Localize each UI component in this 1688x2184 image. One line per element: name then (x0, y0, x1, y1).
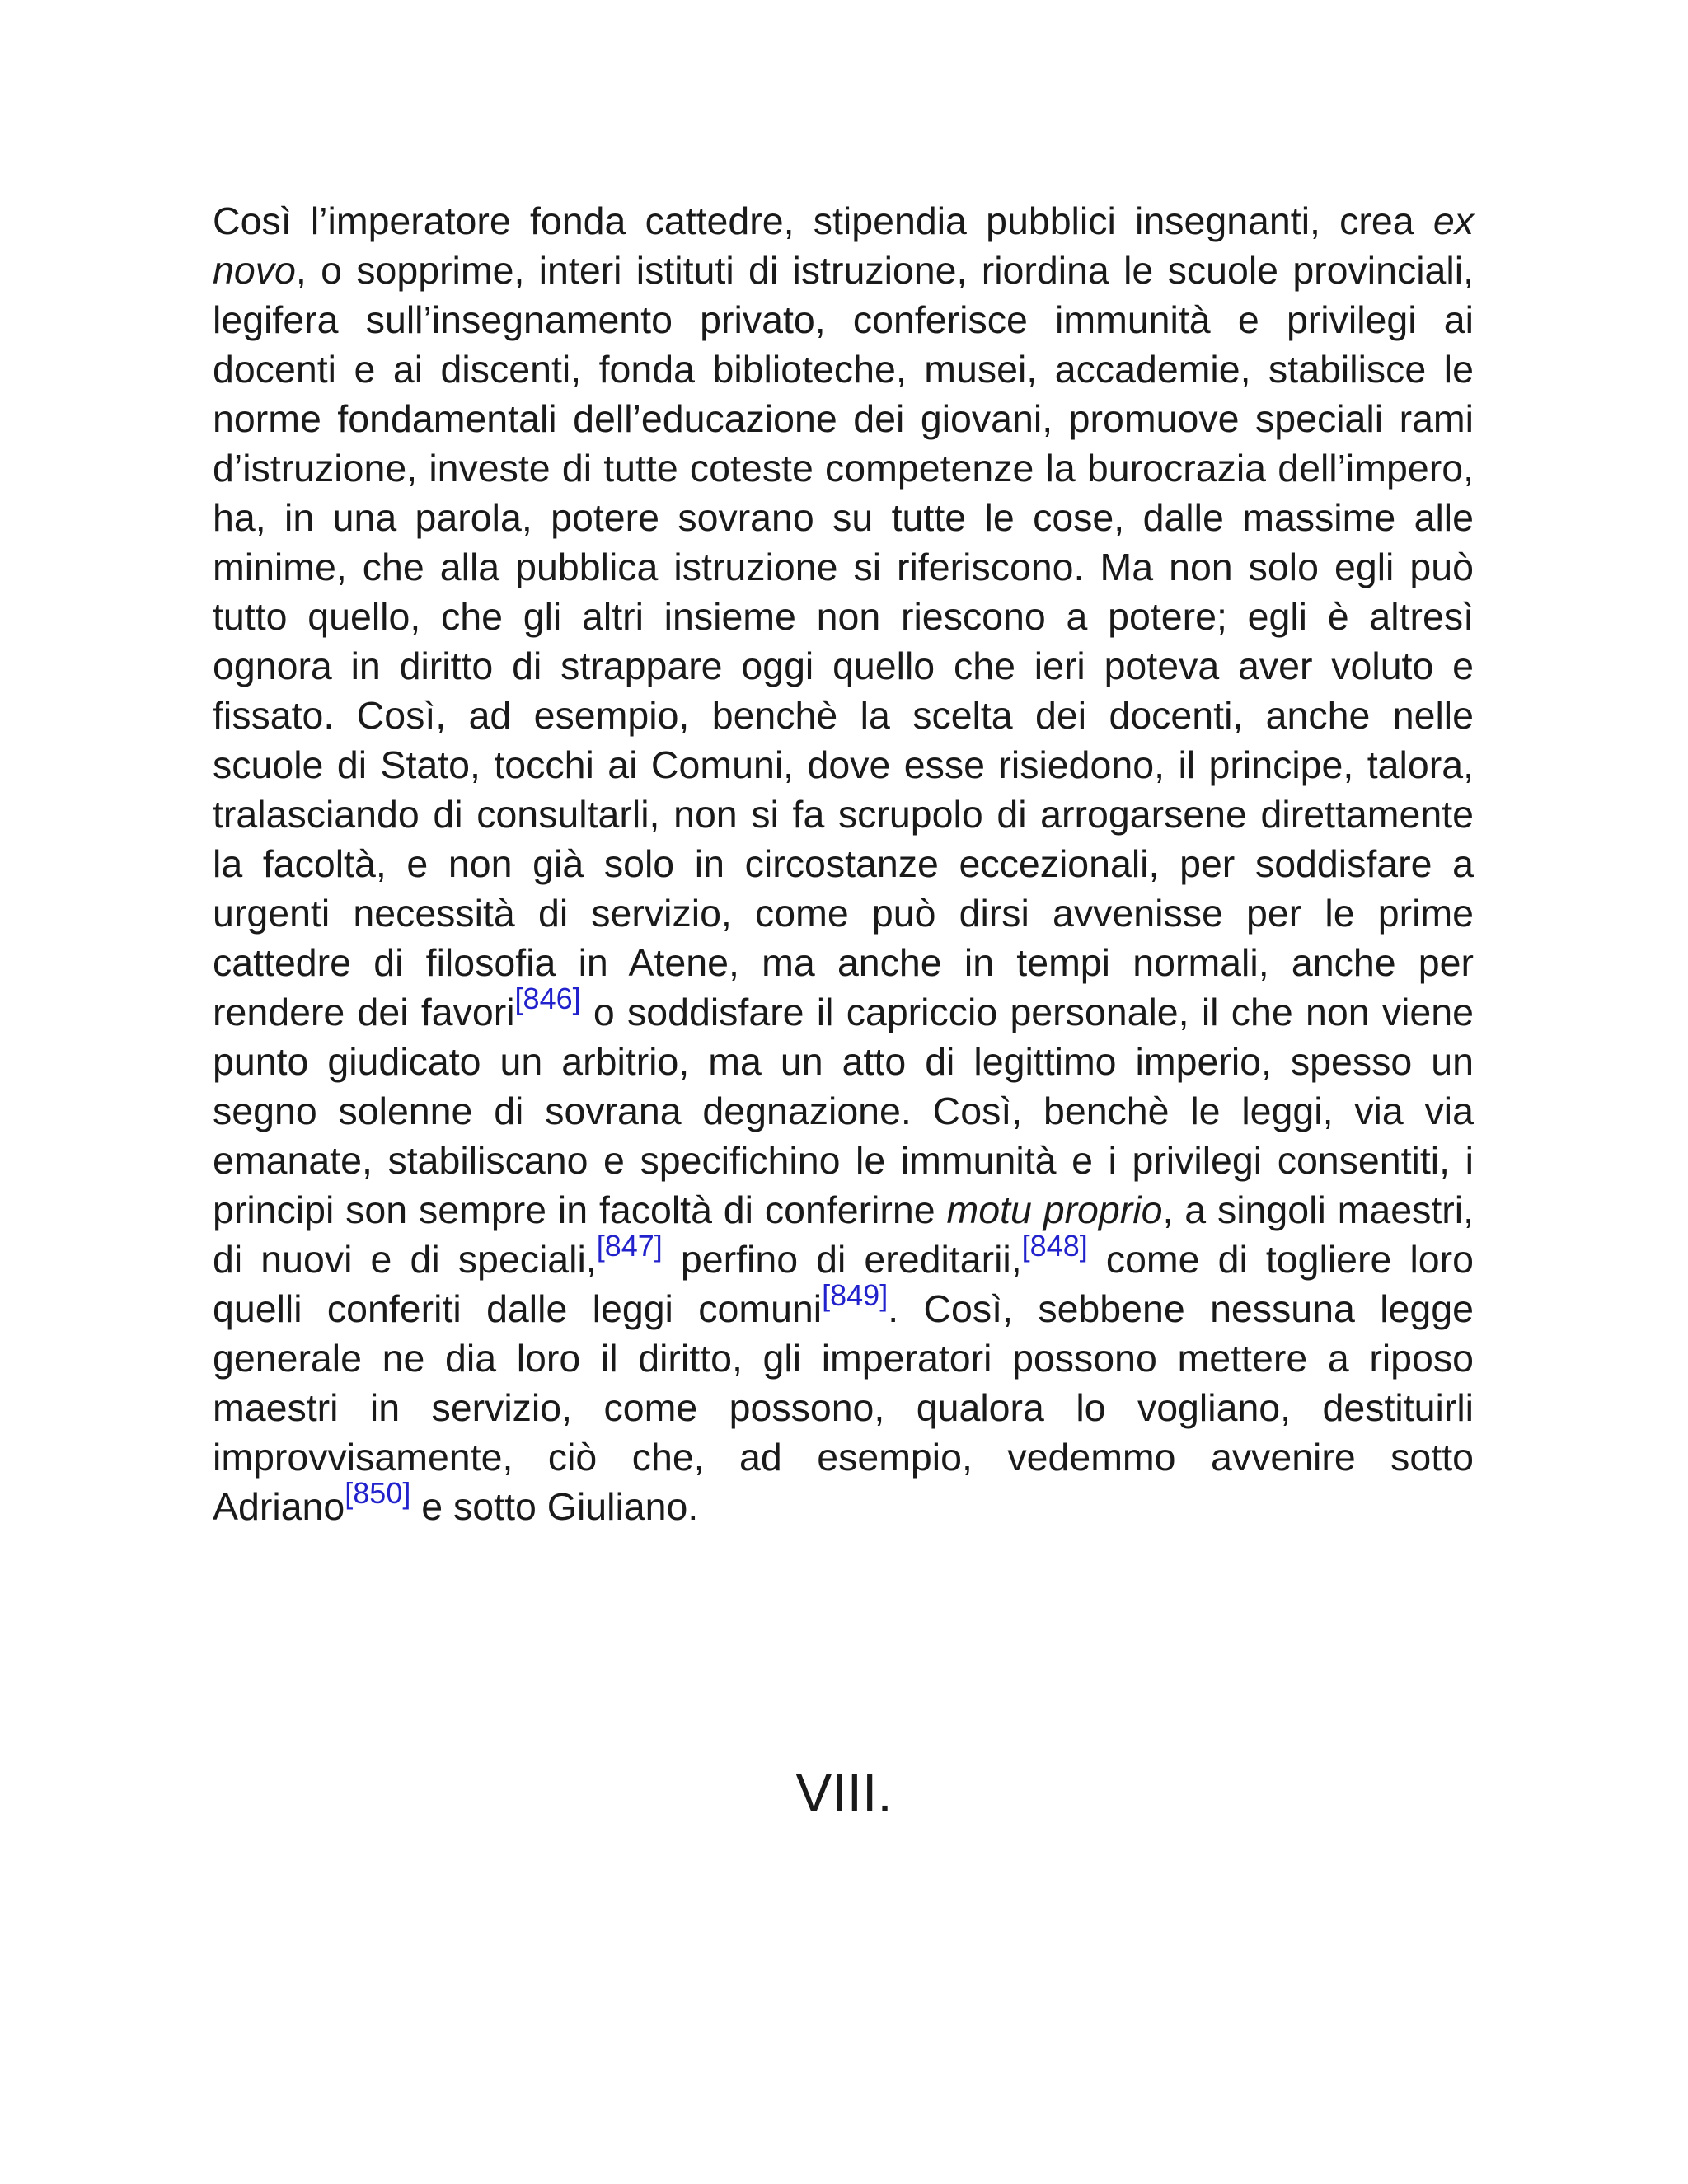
footnote-link-849[interactable]: [849] (822, 1278, 889, 1313)
footnote-link-847[interactable]: [847] (596, 1229, 663, 1263)
paragraph-text: o soddisfare il capriccio personale, il che non viene punto giudicato un arbitrio, ma un atto di legittimo imperio, spesso un segno solenne di sovrana degnazione. Così, benchè le leggi, via via emanate, stabiliscano e specifichino le immunità e i privilegi consentiti, i principi son sempre in facoltà di conferirne (213, 991, 1474, 1231)
paragraph-text: perfino di ereditarii, (662, 1238, 1022, 1281)
chapter-heading: VIII. (795, 1762, 893, 1823)
paragraph-text: . Così, sebbene nessuna legge generale ne dia loro il diritto, gli imperatori possono mettere a riposo maestri in servizio, come possono, qualora lo vogliano, destituirli improvvisamente, ciò che, ad esempio, vedemmo avvenire sotto Adriano (213, 1287, 1474, 1528)
footnote-link-850[interactable]: [850] (345, 1476, 411, 1511)
paragraph-text: e sotto Giuliano. (410, 1485, 699, 1528)
italic-phrase-motu-proprio: motu proprio (946, 1188, 1163, 1231)
paragraph-text: , o sopprime, interi istituti di istruzione, riordina le scuole provinciali, legifera sull’insegnamento privato, conferisce immunità e privilegi ai docenti e ai discenti, fonda biblioteche, musei, accademie, stabilisce le norme fondamentali dell’educazione dei giovani, promuove speciali rami d’istruzione, investe di tutte coteste competenze la burocrazia dell’impero, ha, in una parola, potere sovrano su tutte le cose, dalle massime alle minime, che alla pubblica istruzione si riferiscono. Ma non solo egli può tutto quello, che gli altri insieme non riescono a potere; egli è altresì ognora in diritto di strappare oggi quello che ieri poteva aver voluto e fissato. Così, ad esempio, benchè la scelta dei docenti, anche nelle scuole di Stato, tocchi ai Comuni, dove esse risiedono, il principe, talora, tralasciando di consultarli, non si fa scrupolo di arrogarsene direttamente la facoltà, e non già solo in circostanze eccezionali, per soddisfare a urgenti necessità di servizio, come può dirsi avvenisse per le prime cattedre di filosofia in Atene, ma anche in tempi normali, anche per rendere dei favori (213, 249, 1474, 1033)
paragraph-text: , a singoli maestri, di nuovi e di speciali, (213, 1188, 1474, 1281)
paragraph-text: Così l’imperatore fonda cattedre, stipendia pubblici insegnanti, crea (213, 199, 1433, 242)
page-body (213, 196, 1474, 1531)
paragraph-text: come di togliere loro quelli conferiti dalle leggi comuni (213, 1238, 1474, 1330)
italic-phrase-ex-novo: ex novo (213, 199, 1474, 292)
footnote-link-846[interactable]: [846] (514, 982, 581, 1016)
body-paragraph (213, 196, 1474, 1531)
footnote-link-848[interactable]: [848] (1021, 1229, 1088, 1263)
